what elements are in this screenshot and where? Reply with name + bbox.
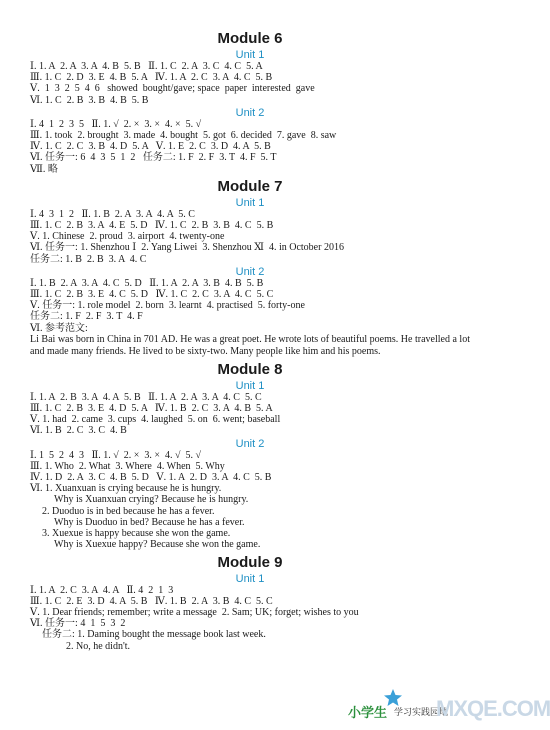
answer-line: Ⅰ. 1. B 2. A 3. A 4. C 5. D Ⅱ. 1. A 2. A 3. B 4. B 5. B [30, 277, 264, 289]
answer-line: Ⅲ. 1. Who 2. What 3. Where 4. When 5. Why [30, 460, 225, 472]
answer-page [30, 30, 470, 652]
module-title: Module 9 [217, 553, 283, 571]
answer-line: Ⅵ. 1. B 2. C 3. C 4. B [30, 425, 127, 437]
answer-line: Ⅲ. 1. took 2. brought 3. made 4. bought 5. got 6. decided 7. gave 8. saw [30, 130, 337, 142]
answer-line: Ⅴ. 1 3 2 5 4 6 showed bought/gave; space paper interested gave [30, 83, 315, 95]
watermark: MXQE.COM [436, 696, 550, 721]
answer-line-indented: 2. Duoduo is in bed because he has a fever. [42, 505, 215, 517]
answer-line-indented: 2. No, he didn't. [66, 640, 131, 652]
unit-title: Unit 1 [235, 49, 265, 61]
module-title: Module 8 [217, 360, 283, 378]
answer-line: Ⅳ. 1. C 2. C 3. B 4. D 5. A Ⅴ. 1. E 2. C 3. D 4. A 5. B [30, 141, 271, 153]
answer-line-indented: 3. Xuexue is happy because she won the game. [42, 528, 231, 540]
answer-line: Ⅰ. 4 1 2 3 5 Ⅱ. 1. √ 2. × 3. × 4. × 5. √ [30, 118, 202, 130]
module-title: Module 6 [217, 30, 283, 47]
unit-title: Unit 2 [235, 106, 265, 119]
answer-line: Ⅰ. 1. A 2. C 3. A 4. A Ⅱ. 4 2 1 3 [30, 584, 174, 596]
answer-line: Ⅴ. 任务一: 1. role model 2. born 3. learnt 4. practised 5. forty-one [30, 300, 305, 312]
answer-line: Ⅵ. 任务一: 4 1 5 3 2 [30, 618, 126, 630]
answer-line: Ⅲ. 1. C 2. E 3. D 4. A 5. B Ⅳ. 1. B 2. A 3. B 4. C 5. C [30, 595, 273, 607]
answer-line: Ⅵ. 1. Xuanxuan is crying because he is hungry. [30, 483, 222, 495]
answer-line: Ⅲ. 1. C 2. B 3. A 4. E 5. D Ⅳ. 1. C 2. B 3. B 4. C 5. B [30, 220, 274, 232]
unit-title: Unit 1 [235, 196, 265, 209]
unit-title: Unit 1 [235, 572, 265, 585]
answer-line: 任务二: 1. F 2. F 3. T 4. F [30, 311, 143, 323]
answer-line: Ⅰ. 1. A 2. B 3. A 4. A 5. B Ⅱ. 1. A 2. A 3. A 4. C 5. C [30, 391, 262, 403]
answer-line: Ⅴ. 1. Chinese 2. proud 3. airport 4. twenty-one [30, 231, 225, 243]
answer-line-indented: Why is Duoduo in bed? Because he has a fever. [54, 516, 245, 528]
publisher-logo [348, 694, 550, 726]
answer-line: Ⅵ. 任务一: 1. Shenzhou Ⅰ 2. Yang Liwei 3. Shenzhou Ⅺ 4. in October 2016 [30, 242, 344, 254]
answer-line: Ⅰ. 4 3 1 2 Ⅱ. 1. B 2. A 3. A 4. A 5. C [30, 208, 195, 220]
answer-line: Ⅴ. 1. had 2. came 3. cups 4. laughed 5. on 6. went; baseball [30, 414, 281, 426]
brand-name: 小学生 [348, 705, 388, 720]
answer-line-indented: Why is Xuanxuan crying? Because he is hungry. [54, 494, 249, 506]
module-title: Module 7 [217, 177, 283, 195]
answer-line: Ⅰ. 1 5 2 4 3 Ⅱ. 1. √ 2. × 3. × 4. √ 5. √ [30, 449, 201, 461]
answer-line: Ⅲ. 1. C 2. D 3. E 4. B 5. A Ⅳ. 1. A 2. C 3. A 4. C 5. B [30, 72, 273, 84]
answer-line: Ⅵ. 参考范文: [30, 322, 88, 334]
answer-line: Ⅵ. 任务一: 6 4 3 5 1 2 任务二: 1. F 2. F 3. T 4. F 5. T [30, 152, 277, 164]
answer-line: Ⅲ. 1. C 2. B 3. E 4. D 5. A Ⅳ. 1. B 2. C 3. A 4. B 5. A [30, 403, 273, 415]
answer-line: 任务二: 1. B 2. B 3. A 4. C [30, 253, 147, 265]
answer-line: Ⅶ. 略 [30, 163, 58, 175]
sample-essay: Li Bai was born in China in 701 AD. He was a great poet. He wrote lots of beautiful poems. He travelled a lot and made many friends. He lived to be sixty-two. Many people like him and his poems. [30, 333, 470, 357]
unit-title: Unit 1 [235, 379, 265, 392]
answer-line: Ⅳ. 1. D 2. A 3. C 4. B 5. D Ⅴ. 1. A 2. D 3. A 4. C 5. B [30, 472, 272, 484]
answer-line: Ⅰ. 1. A 2. A 3. A 4. B 5. B Ⅱ. 1. C 2. A 3. C 4. C 5. A [30, 61, 263, 72]
brand-subtitle: 学习实践园地 [394, 707, 449, 717]
answer-line: Ⅴ. 1. Dear friends; remember; write a message 2. Sam; UK; forget; wishes to you [30, 606, 359, 618]
answer-line-indented: 任务二: 1. Daming bought the message book last week. [42, 629, 266, 641]
answer-line: Ⅲ. 1. C 2. B 3. E 4. C 5. D Ⅳ. 1. C 2. C 3. A 4. C 5. C [30, 289, 274, 301]
unit-title: Unit 2 [235, 437, 265, 450]
unit-title: Unit 2 [235, 265, 265, 278]
answer-line-indented: Why is Xuexue happy? Because she won the game. [54, 539, 261, 551]
answer-line: Ⅵ. 1. C 2. B 3. B 4. B 5. B [30, 94, 149, 106]
